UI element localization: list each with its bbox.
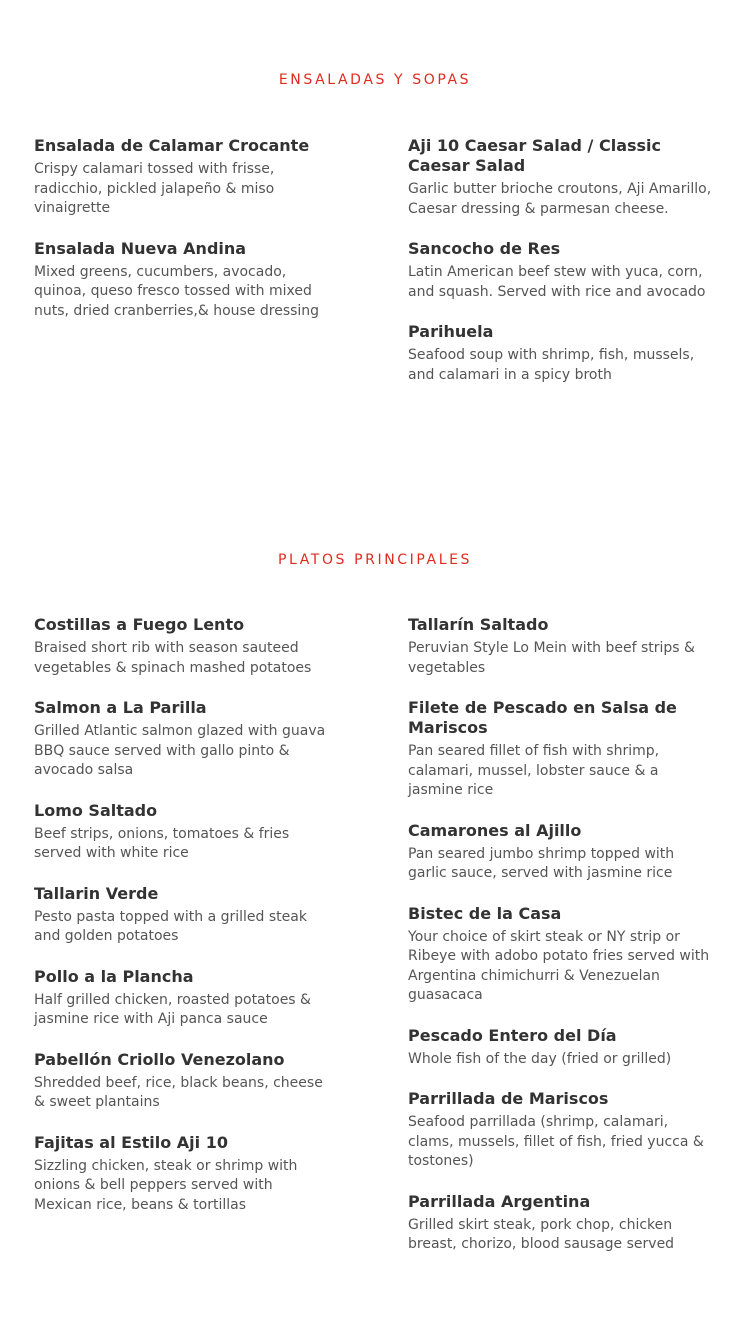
menu-item-description: Grilled skirt steak, pork chop, chicken breast, chorizo, blood sausage served (408, 1216, 675, 1252)
menu-item-description: Whole fish of the day (fried or grilled) (408, 1050, 672, 1067)
menu-item-description: Mixed greens, cucumbers, avocado, quinoa, queso fresco tossed with mixed nuts, dried cranberries,& house dressing (34, 263, 320, 319)
menu-item-name: Sancocho de Res (408, 239, 561, 258)
platos-right-column (408, 615, 718, 1275)
menu-item-name: Parrillada Argentina (408, 1191, 591, 1211)
menu-item-name: Ensalada de Calamar Crocante (34, 136, 310, 155)
menu-item-name: Fajitas al Estilo Aji 10 (34, 1132, 228, 1152)
menu-item (408, 904, 718, 1006)
menu-item (408, 615, 718, 678)
menu-item-name: Parrillada de Mariscos (408, 1089, 609, 1108)
menu-item-name: Pabellón Criollo Venezolano (34, 1049, 285, 1069)
menu-item (34, 884, 334, 947)
menu-item-description: Crispy calamari tossed with frisse, radicchio, pickled jalapeño & miso vinaigrette (34, 161, 275, 216)
section-title-platos: PLATOS PRINCIPALES (277, 552, 473, 568)
menu-item-description: Braised short rib with season sauteed vegetables & spinach mashed potatoes (34, 640, 312, 676)
menu-item-description: Your choice of skirt steak or NY strip or Ribeye with adobo potato fries served with Argentina chimichurri & Venezuelan guasacaca (408, 928, 710, 1003)
menu-item-description: Pan seared fillet of fish with shrimp, calamari, mussel, lobster sauce & a jasmine rice (408, 743, 660, 798)
menu-item (408, 136, 718, 219)
menu-item-description: Garlic butter brioche croutons, Aji Amarillo, Caesar dressing & parmesan cheese. (408, 181, 712, 217)
ensaladas-right-column (408, 136, 718, 405)
menu-item-description: Seafood soup with shrimp, fish, mussels, and calamari in a spicy broth (408, 347, 695, 383)
menu-item (34, 136, 334, 219)
platos-left-column (34, 615, 334, 1235)
menu-item-name: Costillas a Fuego Lento (34, 615, 245, 634)
menu-item (34, 967, 334, 1030)
menu-item-name: Lomo Saltado (34, 800, 158, 820)
menu-item-name: Tallarin Verde (34, 883, 159, 903)
menu-item-description: Sizzling chicken, steak or shrimp with onions & bell peppers served with Mexican rice, beans & tortillas (34, 1157, 298, 1213)
menu-item (408, 1026, 718, 1070)
menu-item-description: Shredded beef, rice, black beans, cheese & sweet plantains (34, 1074, 323, 1110)
menu-item-name: Bistec de la Casa (408, 903, 562, 923)
menu-item-name: Pollo a la Plancha (34, 966, 194, 986)
menu-item-description: Beef strips, onions, tomatoes & fries served with white rice (34, 825, 290, 861)
menu-item (34, 1133, 334, 1216)
menu-item (408, 239, 718, 302)
menu-item-description: Half grilled chicken, roasted potatoes & jasmine rice with Aji panca sauce (34, 991, 311, 1027)
menu-item (34, 615, 334, 678)
menu-item (34, 1050, 334, 1113)
menu-item-name: Salmon a La Parilla (34, 698, 207, 717)
menu-item-name: Ensalada Nueva Andina (34, 238, 247, 258)
section-title-ensaladas: ENSALADAS Y SOPAS (278, 72, 472, 88)
menu-item-description: Grilled Atlantic salmon glazed with guava BBQ sauce served with gallo pinto & avocado salsa (34, 723, 326, 778)
menu-item (34, 239, 334, 322)
menu-item-description: Peruvian Style Lo Mein with beef strips & vegetables (408, 640, 695, 676)
menu-item (408, 821, 718, 884)
menu-item-description: Pesto pasta topped with a grilled steak and golden potatoes (34, 908, 307, 944)
menu-item (408, 1089, 718, 1172)
menu-item (408, 698, 718, 801)
menu-item (408, 1192, 718, 1255)
menu-item-name: Camarones al Ajillo (408, 820, 582, 840)
ensaladas-left-column (34, 136, 334, 341)
menu-item-name: Parihuela (408, 322, 494, 341)
menu-item-description: Seafood parrillada (shrimp, calamari, clams, mussels, fillet of fish, fried yucca & tostones) (408, 1114, 704, 1169)
menu-item-name: Tallarín Saltado (408, 615, 549, 634)
menu-item-name: Pescado Entero del Día (408, 1025, 617, 1045)
menu-item-description: Pan seared jumbo shrimp topped with garlic sauce, served with jasmine rice (408, 845, 675, 881)
menu-item (34, 801, 334, 864)
menu-item-description: Latin American beef stew with yuca, corn, and squash. Served with rice and avocado (408, 264, 706, 300)
menu-item-name: Filete de Pescado en Salsa de Mariscos (408, 698, 677, 737)
menu-item (408, 322, 718, 385)
menu-item (34, 698, 334, 781)
menu-item-name: Aji 10 Caesar Salad / Classic Caesar Salad (408, 136, 662, 175)
